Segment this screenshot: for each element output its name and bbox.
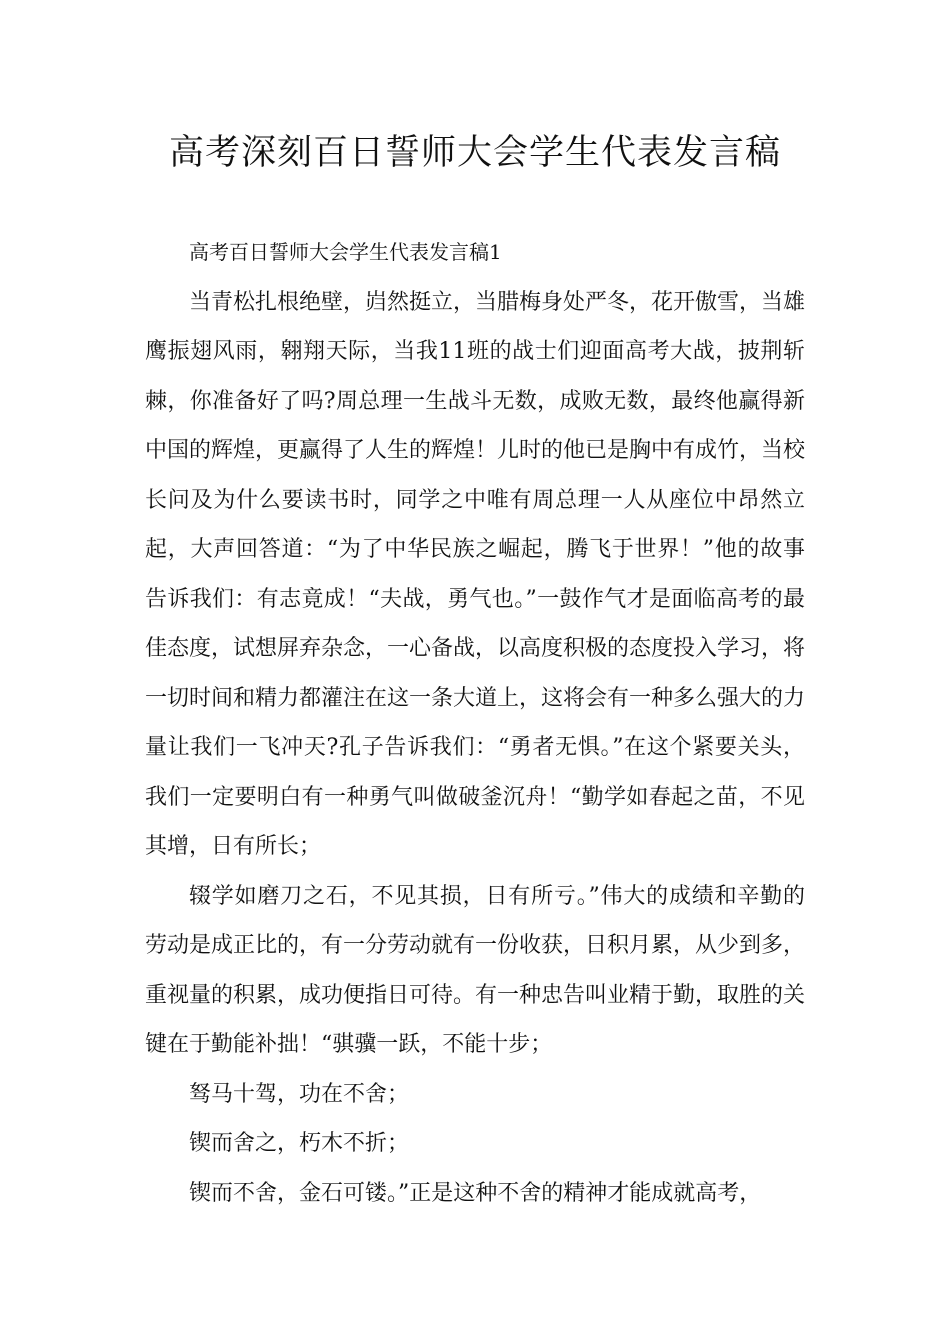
- paragraph: 当青松扎根绝壁，岿然挺立，当腊梅身处严冬，花开傲雪，当雄鹰振翅风雨，翱翔天际，当我11班的战士们迎面高考大战，披荆斩棘，你准备好了吗?周总理一生战斗无数，成败无数，最终他赢得新中国的辉煌，更赢得了人生的辉煌！儿时的他已是胸中有成竹，当校长问及为什么要读书时，同学之中唯有周总理一人从座位中昂然立起，大声回答道：“为了中华民族之崛起，腾飞于世界！”他的故事告诉我们：有志竟成！“夫战，勇气也。”一鼓作气才是面临高考的最佳态度，试想屏弃杂念，一心备战，以高度积极的态度投入学习，将一切时间和精力都灌注在这一条大道上，这将会有一种多么强大的力量让我们一飞冲天?孔子告诉我们：“勇者无惧。”在这个紧要关头，我们一定要明白有一种勇气叫做破釜沉舟！“勤学如春起之苗，不见其增，日有所长；: [145, 289, 806, 859]
- document-body: [145, 228, 805, 1218]
- document-title: 高考深刻百日誓师大会学生代表发言稿: [168, 133, 781, 173]
- paragraph: 锲而不舍，金石可镂。”正是这种不舍的精神才能成就高考，: [189, 1180, 762, 1206]
- paragraph: 锲而舍之，朽木不折；: [189, 1131, 410, 1156]
- paragraph: 辍学如磨刀之石，不见其损，日有所亏。”伟大的成绩和辛勤的劳动是成正比的，有一分劳动就有一份收获，日积月累，从少到多，重视量的积累，成功便指日可待。有一种忠告叫业精于勤，取胜的关键在于勤能补拙！“骐骥一跃，不能十步；: [145, 883, 806, 1057]
- section-heading: 高考百日誓师大会学生代表发言稿1: [189, 240, 502, 264]
- paragraph: 驽马十驾，功在不舍；: [189, 1081, 410, 1107]
